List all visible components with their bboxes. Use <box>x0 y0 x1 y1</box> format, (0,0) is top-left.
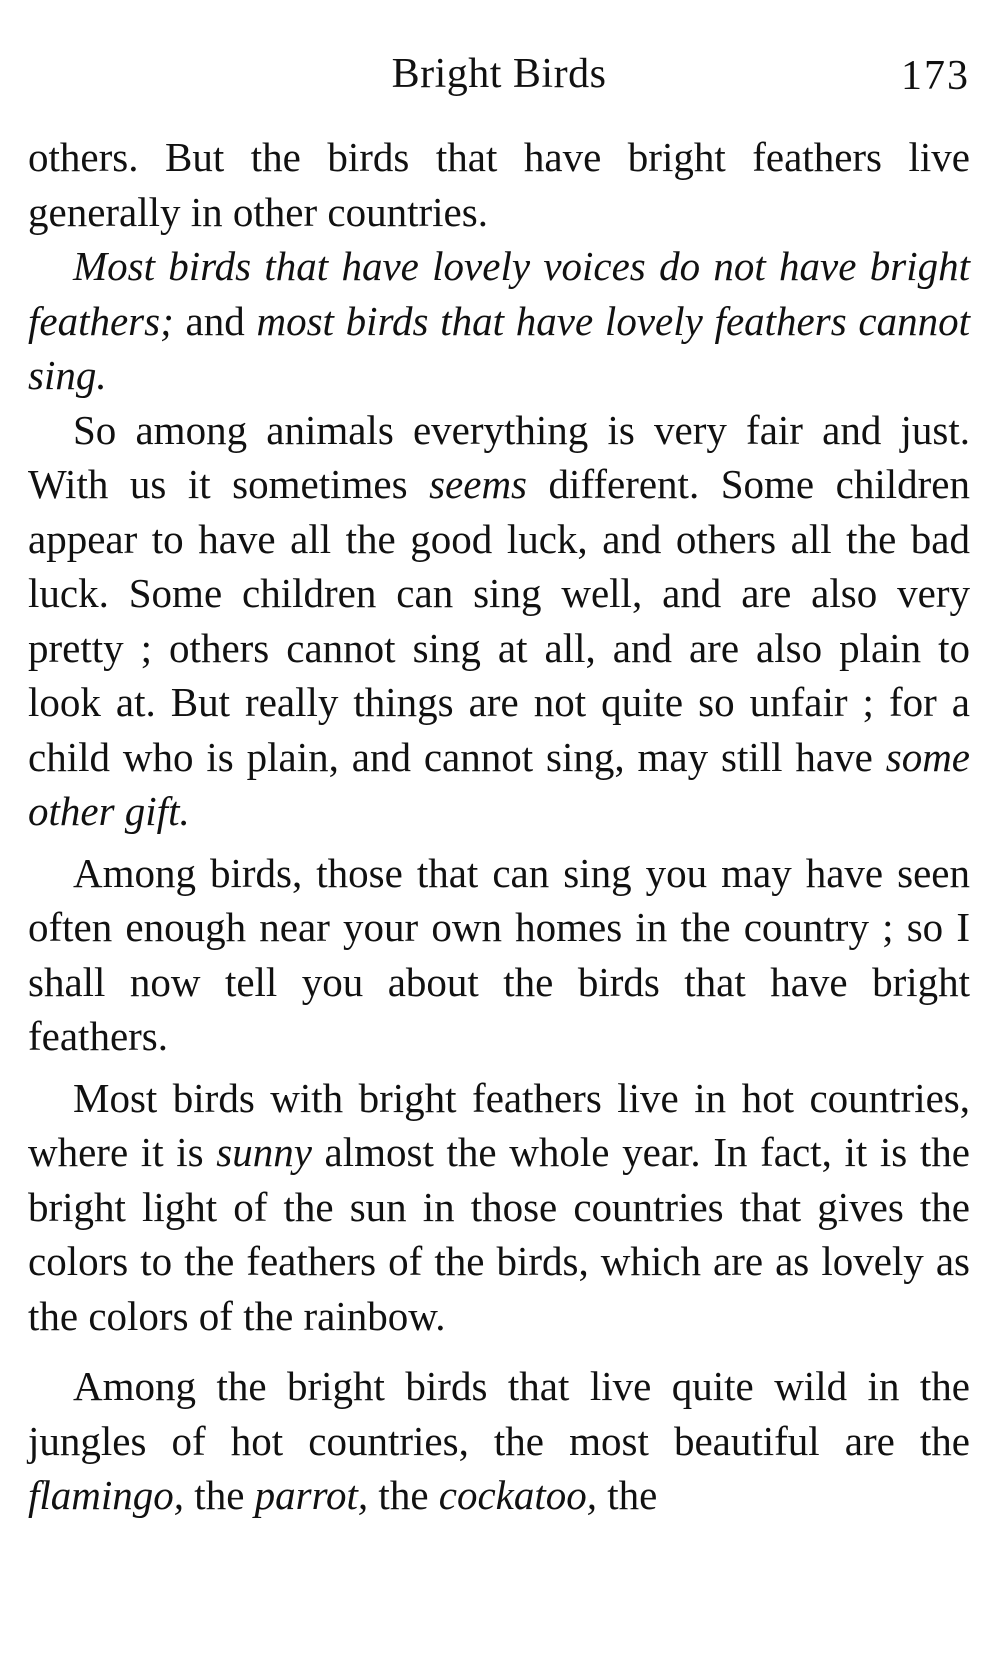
italic-text-run: some other gift. <box>28 733 970 834</box>
text-run: and <box>173 297 257 344</box>
text-run: So among animals everything is very fair and just. With us it sometimes <box>28 406 970 507</box>
paragraph <box>28 1071 970 1344</box>
text-run: the <box>368 1472 439 1518</box>
text-run: almost the whole year. In fact, it is the bright light of the sun in those countries that gives the colors to the feathers of the birds, which are as lovely as the colors of the rainbow. <box>28 1129 970 1339</box>
text-run: Among birds, those that can sing you may have seen often enough near your own homes in the country ; so I shall now tell you about the birds that have bright feathers. <box>28 849 970 1059</box>
italic-text-run: most birds that have lovely feathers cannot sing. <box>28 297 970 398</box>
paragraph <box>28 846 970 1064</box>
paragraph <box>28 239 970 403</box>
body-text <box>28 130 970 1523</box>
chapter-title: Bright Birds <box>391 51 607 97</box>
text-run: Most birds with bright feathers live in hot countries, where it is <box>28 1074 970 1175</box>
italic-text-run: flamingo, <box>28 1472 185 1518</box>
page-number: 173 <box>901 53 970 99</box>
italic-text-run: sunny <box>216 1129 312 1175</box>
text-run: different. Some children appear to have all the good luck, and others all the bad luck. Some children can sing well, and are also very pretty ; others cannot sing at all, and are also plain to look at. But really things are not quite so unfair ; for a child who is plain, and cannot sing, may still have <box>28 461 970 780</box>
paragraph <box>28 403 970 839</box>
paragraph <box>28 1359 970 1523</box>
text-run: Among the bright birds that live quite wild in the jungles of hot countries, the most beautiful are the <box>28 1363 970 1464</box>
text-run: the <box>597 1472 658 1518</box>
italic-text-run: parrot, <box>254 1472 369 1518</box>
italic-text-run: seems <box>429 461 528 507</box>
italic-text-run: cockatoo, <box>438 1472 597 1518</box>
running-head <box>28 46 970 106</box>
text-run: others. But the birds that have bright feathers live generally in other countries. <box>28 134 970 235</box>
text-run: the <box>184 1472 255 1518</box>
paragraph <box>28 130 970 239</box>
italic-text-run: Most birds that have lovely voices do not have bright feathers; <box>28 243 970 344</box>
